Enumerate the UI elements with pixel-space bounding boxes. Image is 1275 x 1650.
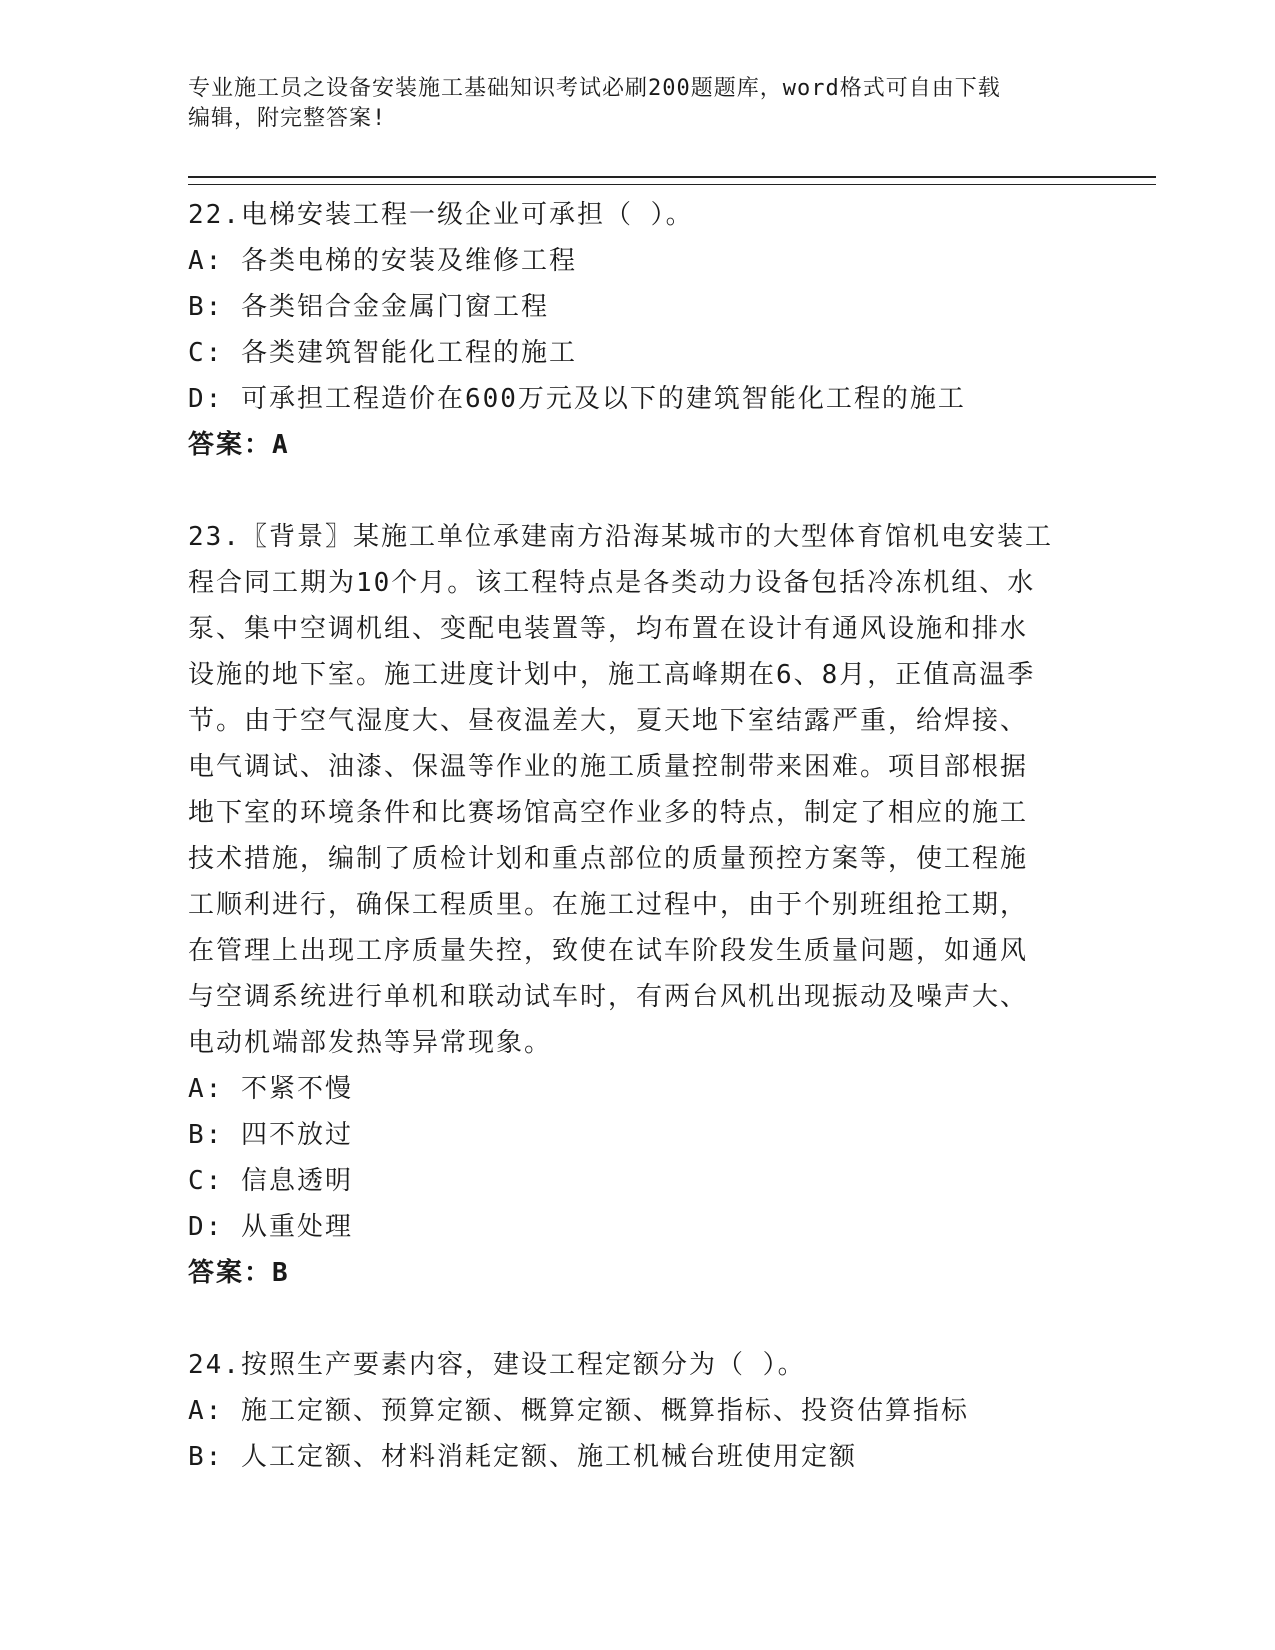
stem-line: 23.〖背景〗某施工单位承建南方沿海某城市的大型体育馆机电安装工 — [188, 522, 1053, 552]
stem-line: 地下室的环境条件和比赛场馆高空作业多的特点，制定了相应的施工 — [188, 798, 1029, 828]
stem-line: 在管理上出现工序质量失控，致使在试车阶段发生质量问题，如通风 — [188, 936, 1029, 966]
option-b: B: 各类铝合金金属门窗工程 — [188, 292, 549, 322]
spacer — [188, 468, 1088, 514]
option-c: C: 信息透明 — [188, 1166, 353, 1196]
stem-line: 电动机端部发热等异常现象。 — [188, 1028, 553, 1058]
stem-line: 程合同工期为10个月。该工程特点是各类动力设备包括冷冻机组、水 — [188, 568, 1036, 598]
stem-line: 节。由于空气湿度大、昼夜温差大，夏天地下室结露严重，给焊接、 — [188, 706, 1029, 736]
stem-line: 技术措施，编制了质检计划和重点部位的质量预控方案等，使工程施 — [188, 844, 1029, 874]
option-d: D: 从重处理 — [188, 1212, 353, 1242]
header-title-line-1: 专业施工员之设备安装施工基础知识考试必刷200题题库，word格式可自由下载 — [188, 76, 1001, 101]
option-a: A: 各类电梯的安装及维修工程 — [188, 246, 577, 276]
answer: 答案：A — [188, 430, 290, 460]
document-header — [188, 74, 1068, 134]
option-a: A: 施工定额、预算定额、概算定额、概算指标、投资估算指标 — [188, 1396, 969, 1426]
question-24 — [188, 1342, 1088, 1480]
question-22 — [188, 192, 1088, 468]
option-b: B: 人工定额、材料消耗定额、施工机械台班使用定额 — [188, 1442, 857, 1472]
answer: 答案：B — [188, 1258, 290, 1288]
stem-line: 与空调系统进行单机和联动试车时，有两台风机出现振动及噪声大、 — [188, 982, 1029, 1012]
stem-line: 工顺利进行，确保工程质里。在施工过程中，由于个别班组抢工期， — [188, 890, 1029, 920]
option-b: B: 四不放过 — [188, 1120, 353, 1150]
stem-line: 设施的地下室。施工进度计划中，施工高峰期在6、8月，正值高温季 — [188, 660, 1036, 690]
question-23 — [188, 514, 1088, 1296]
option-c: C: 各类建筑智能化工程的施工 — [188, 338, 577, 368]
option-d: D: 可承担工程造价在600万元及以下的建筑智能化工程的施工 — [188, 384, 966, 414]
stem-line: 泵、集中空调机组、变配电装置等，均布置在设计有通风设施和排水 — [188, 614, 1029, 644]
header-divider — [188, 176, 1156, 185]
stem-line: 电气调试、油漆、保温等作业的施工质量控制带来困难。项目部根据 — [188, 752, 1029, 782]
question-stem: 24.按照生产要素内容，建设工程定额分为（ ）。 — [188, 1350, 806, 1380]
question-stem: 22.电梯安装工程一级企业可承担（ ）。 — [188, 200, 694, 230]
header-title-line-2: 编辑，附完整答案! — [188, 106, 387, 131]
question-stem — [188, 514, 1088, 1066]
option-a: A: 不紧不慢 — [188, 1074, 353, 1104]
question-list — [188, 192, 1088, 1480]
spacer — [188, 1296, 1088, 1342]
